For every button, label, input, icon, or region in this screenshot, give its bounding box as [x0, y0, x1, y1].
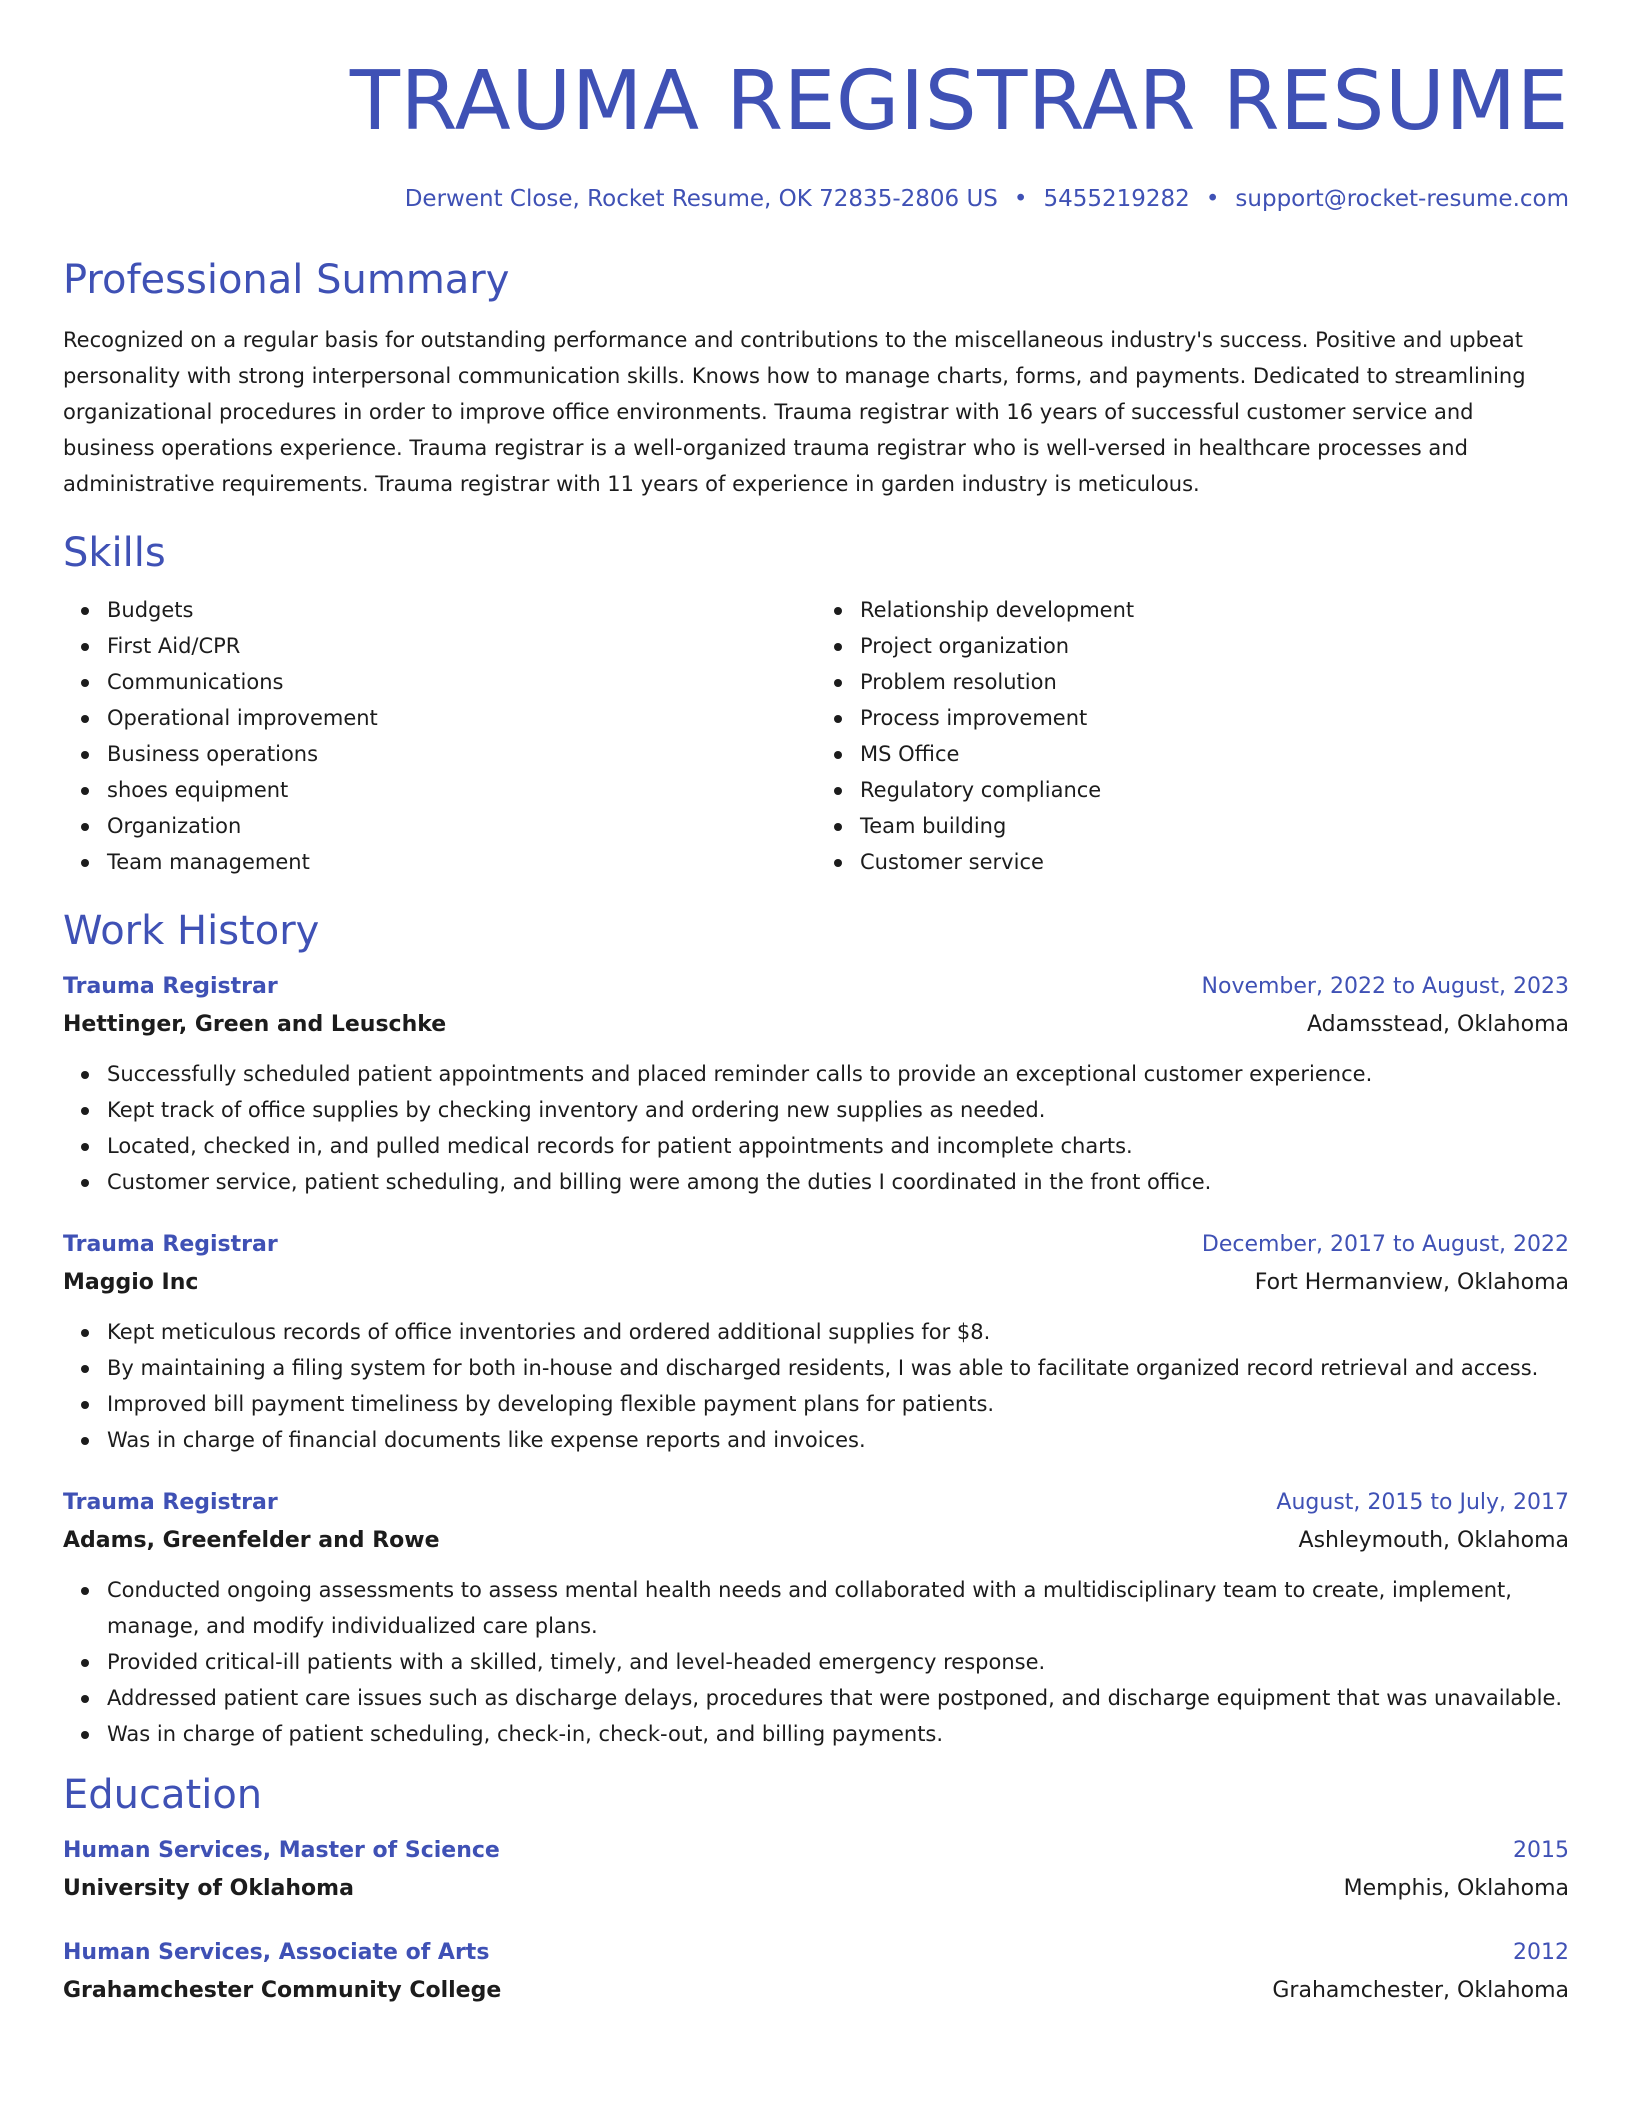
skill-item: Organization [107, 808, 816, 844]
job-entry [63, 1226, 1569, 1458]
skill-item: Team building [860, 808, 1569, 844]
job-company-row [63, 1264, 1569, 1302]
job-bullets [63, 1314, 1569, 1458]
education-location: Memphis, Oklahoma [1343, 1876, 1569, 1901]
job-bullet: Conducted ongoing assessments to assess mental health needs and collaborated with a multidisciplinary team to create, implement, manage, and modify individualized care plans. [107, 1572, 1569, 1644]
skill-item: Relationship development [860, 592, 1569, 628]
contact-separator: • [1013, 186, 1028, 212]
job-bullet: Provided critical-ill patients with a skilled, timely, and level-headed emergency response. [107, 1644, 1569, 1680]
job-title: Trauma Registrar [63, 974, 278, 999]
education-location: Grahamchester, Oklahoma [1272, 1978, 1569, 2003]
job-dates: November, 2022 to August, 2023 [1201, 974, 1569, 999]
education-school-row [63, 1972, 1569, 2010]
skill-item: Process improvement [860, 700, 1569, 736]
job-dates: August, 2015 to July, 2017 [1276, 1490, 1569, 1515]
job-company: Hettinger, Green and Leuschke [63, 1012, 447, 1037]
summary-text: Recognized on a regular basis for outstanding performance and contributions to the miscellaneous industry's success. Positive and upbeat personality with strong interpersonal communication skills. Knows how to manage charts, forms, and payments. Dedicated to streamlining organizational procedures in order to improve office environments. Trauma registrar with 16 years of successful customer service and business operations experience. Trauma registrar is a well-organized trauma registrar who is well-versed in healthcare processes and administrative requirements. Trauma registrar with 11 years of experience in garden industry is meticulous. [63, 328, 1526, 496]
education-school-row [63, 1870, 1569, 1908]
education-school: University of Oklahoma [63, 1876, 354, 1901]
job-location: Ashleymouth, Oklahoma [1298, 1528, 1569, 1553]
job-bullet: Located, checked in, and pulled medical records for patient appointments and incomplete charts. [107, 1128, 1569, 1164]
education-header-row [63, 1832, 1569, 1870]
job-bullets [63, 1572, 1569, 1752]
skills-column-left [63, 592, 816, 880]
skill-item: MS Office [860, 736, 1569, 772]
education-school: Grahamchester Community College [63, 1978, 502, 2003]
job-company: Maggio Inc [63, 1270, 199, 1295]
job-header-row [63, 968, 1569, 1006]
job-entry [63, 968, 1569, 1200]
skill-item: shoes equipment [107, 772, 816, 808]
job-bullet: Kept meticulous records of office inventories and ordered additional supplies for $8. [107, 1314, 1569, 1350]
job-company-row [63, 1006, 1569, 1044]
education-year: 2012 [1513, 1940, 1569, 1965]
education-degree: Human Services, Associate of Arts [63, 1940, 490, 1965]
resume-title: TRAUMA REGISTRAR RESUME [349, 54, 1569, 149]
job-bullet: Addressed patient care issues such as discharge delays, procedures that were postponed, and discharge equipment that was unavailable. [107, 1680, 1569, 1716]
education-entry [63, 1832, 1569, 1908]
contact-email: support@rocket-resume.com [1235, 186, 1569, 212]
education-entry [63, 1934, 1569, 2010]
summary-heading: Professional Summary [63, 257, 510, 303]
job-company: Adams, Greenfelder and Rowe [63, 1528, 440, 1553]
contact-address: Derwent Close, Rocket Resume, OK 72835-2806 US [404, 186, 998, 212]
job-bullets [63, 1056, 1569, 1200]
skill-item: Regulatory compliance [860, 772, 1569, 808]
job-location: Fort Hermanview, Oklahoma [1254, 1270, 1569, 1295]
education-year: 2015 [1513, 1838, 1569, 1863]
job-title: Trauma Registrar [63, 1490, 278, 1515]
contact-line [63, 182, 1569, 216]
job-bullet: Customer service, patient scheduling, and billing were among the duties I coordinated in the front office. [107, 1164, 1569, 1200]
job-location: Adamsstead, Oklahoma [1306, 1012, 1569, 1037]
education-header-row [63, 1934, 1569, 1972]
job-entry [63, 1484, 1569, 1752]
contact-separator: • [1205, 186, 1220, 212]
job-bullet: Was in charge of patient scheduling, check-in, check-out, and billing payments. [107, 1716, 1569, 1752]
skills-heading: Skills [63, 530, 166, 576]
skill-item: Team management [107, 844, 816, 880]
skills-grid [63, 592, 1569, 880]
job-bullet: Was in charge of financial documents like expense reports and invoices. [107, 1422, 1569, 1458]
education-degree: Human Services, Master of Science [63, 1838, 500, 1863]
job-dates: December, 2017 to August, 2022 [1201, 1232, 1569, 1257]
skill-item: First Aid/CPR [107, 628, 816, 664]
skill-item: Business operations [107, 736, 816, 772]
job-header-row [63, 1226, 1569, 1264]
contact-phone: 5455219282 [1043, 186, 1190, 212]
skill-item: Customer service [860, 844, 1569, 880]
job-title: Trauma Registrar [63, 1232, 278, 1257]
job-bullet: By maintaining a filing system for both in-house and discharged residents, I was able to facilitate organized record retrieval and access. [107, 1350, 1569, 1386]
skill-item: Problem resolution [860, 664, 1569, 700]
job-bullet: Kept track of office supplies by checking inventory and ordering new supplies as needed. [107, 1092, 1569, 1128]
job-header-row [63, 1484, 1569, 1522]
work-history-heading: Work History [63, 908, 320, 954]
skill-item: Budgets [107, 592, 816, 628]
skill-item: Project organization [860, 628, 1569, 664]
education-heading: Education [63, 1772, 263, 1818]
skill-item: Communications [107, 664, 816, 700]
skill-item: Operational improvement [107, 700, 816, 736]
job-company-row [63, 1522, 1569, 1560]
job-bullet: Successfully scheduled patient appointments and placed reminder calls to provide an exceptional customer experience. [107, 1056, 1569, 1092]
job-bullet: Improved bill payment timeliness by developing flexible payment plans for patients. [107, 1386, 1569, 1422]
skills-column-right [816, 592, 1569, 880]
